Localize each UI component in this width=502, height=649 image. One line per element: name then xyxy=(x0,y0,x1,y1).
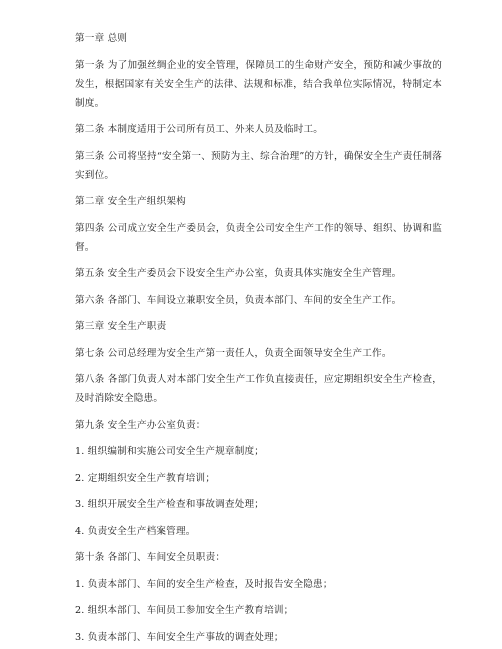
article-paragraph: 第三条 公司将坚持“安全第一、预防为主、综合治理”的方针，确保安全生产责任制落实到位。 xyxy=(75,150,442,181)
article-paragraph: 第五条 安全生产委员会下设安全生产办公室，负责具体实施安全生产管理。 xyxy=(75,268,402,279)
list-item: 3. 组织开展安全生产检查和事故调查处理； xyxy=(75,499,265,510)
article-paragraph: 第四条 公司成立安全生产委员会，负责全公司安全生产工作的领导、组织、协调和监督。 xyxy=(75,222,442,253)
chapter-heading: 第二章 安全生产组织架构 xyxy=(75,196,186,207)
list-item: 2. 组织本部门、车间员工参加安全生产教育培训； xyxy=(75,605,294,616)
article-paragraph: 第九条 安全生产办公室负责： xyxy=(75,419,206,431)
list-item: 1. 负责本部门、车间的安全生产检查，及时报告安全隐患； xyxy=(75,578,333,590)
article-paragraph: 第二条 本制度适用于公司所有员工、外来人员及临时工。 xyxy=(75,124,324,135)
chapter-heading: 第三章 安全生产职责 xyxy=(75,321,167,332)
list-item: 2. 定期组织安全生产教育培训； xyxy=(75,472,216,484)
list-item: 4. 负责安全生产档案管理。 xyxy=(75,525,196,537)
article-paragraph: 第七条 公司总经理为安全生产第一责任人，负责全面领导安全生产工作。 xyxy=(75,347,392,359)
list-item: 3. 负责本部门、车间安全生产事故的调查处理； xyxy=(75,631,284,643)
article-paragraph: 第十条 各部门、车间安全员职责： xyxy=(75,552,226,563)
list-item: 1. 组织编制和实施公司安全生产规章制度； xyxy=(75,446,265,457)
article-paragraph: 第六条 各部门、车间设立兼职安全员，负责本部门、车间的安全生产工作。 xyxy=(75,294,402,306)
chapter-heading: 第一章 总则 xyxy=(75,33,128,44)
article-paragraph: 第八条 各部门负责人对本部门安全生产工作负直接责任，应定期组织安全生产检查，及时消除安全隐患。 xyxy=(75,374,442,404)
article-paragraph: 第一条 为了加强丝绸企业的安全管理，保障员工的生命财产安全，预防和减少事故的发生，根据国家有关安全生产的法律、法规和标准，结合我单位实际情况，特制定本制度。 xyxy=(75,59,442,109)
